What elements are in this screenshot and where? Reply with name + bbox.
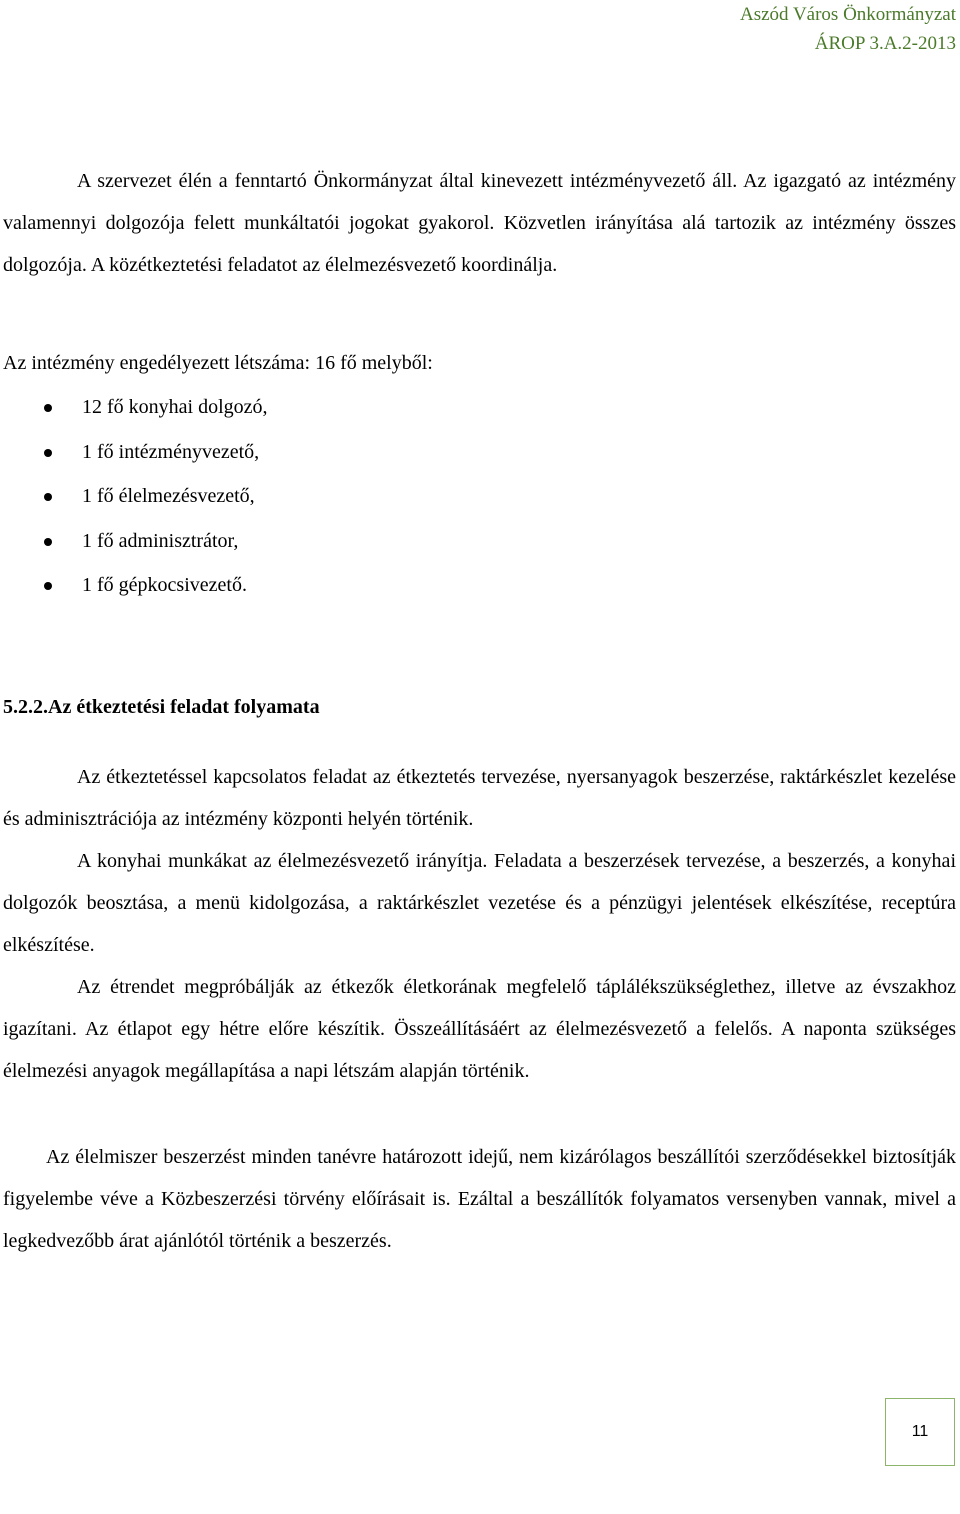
paragraph-organization: A szervezet élén a fenntartó Önkormányzat által kinevezett intézményvezető áll. Az igazgató az intézmény valamennyi dolgozója felett munkáltatói jogokat gyakorol. Közvetlen irányítása alá tartozik az intézmény összes dolgozója. A közétkeztetési feladatot az élelmezésvezető koordinálja.	[3, 170, 956, 276]
paragraph-process: Az étkeztetéssel kapcsolatos feladat az étkeztetés tervezése, nyersanyagok beszerzése, raktárkészlet kezelése és adminisztrációja az intézmény központi helyén történik.	[3, 766, 956, 830]
bullet-icon	[44, 493, 52, 501]
section-heading: 5.2.2.Az étkeztetési feladat folyamata	[3, 696, 320, 718]
paragraph-headcount: Az intézmény engedélyezett létszáma: 16 fő melyből:	[3, 352, 433, 374]
document-header	[740, 0, 956, 58]
bullet-icon	[44, 538, 52, 546]
list-item: 1 fő adminisztrátor,	[0, 519, 268, 564]
paragraph-procurement: Az élelmiszer beszerzést minden tanévre határozott idejű, nem kizárólagos beszállítói szerződésekkel biztosítják figyelembe véve a Közbeszerzési törvény előírásait is. Ezáltal a beszállítók folyamatos versenyben vannak, mivel a legkedvezőbb árat ajánlótól történik a beszerzés.	[3, 1146, 956, 1252]
page-number: 11	[885, 1398, 955, 1466]
list-item: 1 fő gépkocsivezető.	[0, 563, 268, 608]
staff-list	[0, 385, 268, 608]
bullet-icon	[44, 449, 52, 457]
paragraph-kitchen-management: A konyhai munkákat az élelmezésvezető irányítja. Feladata a beszerzések tervezése, a beszerzés, a konyhai dolgozók beosztása, a menü kidolgozása, a raktárkészlet vezetése és a pénzügyi jelentések elkészítése, receptúra elkészítése.	[3, 850, 956, 956]
list-item: 1 fő élelmezésvezető,	[0, 474, 268, 519]
header-project-code: ÁROP 3.A.2-2013	[814, 33, 956, 54]
paragraph-menu: Az étrendet megpróbálják az étkezők életkorának megfelelő táplálékszükséglethez, illetve az évszakhoz igazítani. Az étlapot egy hétre előre készítik. Összeállításáért az élelmezésvezető a felelős. A naponta szükséges élelmezési anyagok megállapítása a napi létszám alapján történik.	[3, 976, 956, 1082]
bullet-icon	[44, 404, 52, 412]
list-item: 12 fő konyhai dolgozó,	[0, 385, 268, 430]
list-item: 1 fő intézményvezető,	[0, 430, 268, 475]
bullet-icon	[44, 582, 52, 590]
header-organization: Aszód Város Önkormányzat	[740, 4, 956, 25]
